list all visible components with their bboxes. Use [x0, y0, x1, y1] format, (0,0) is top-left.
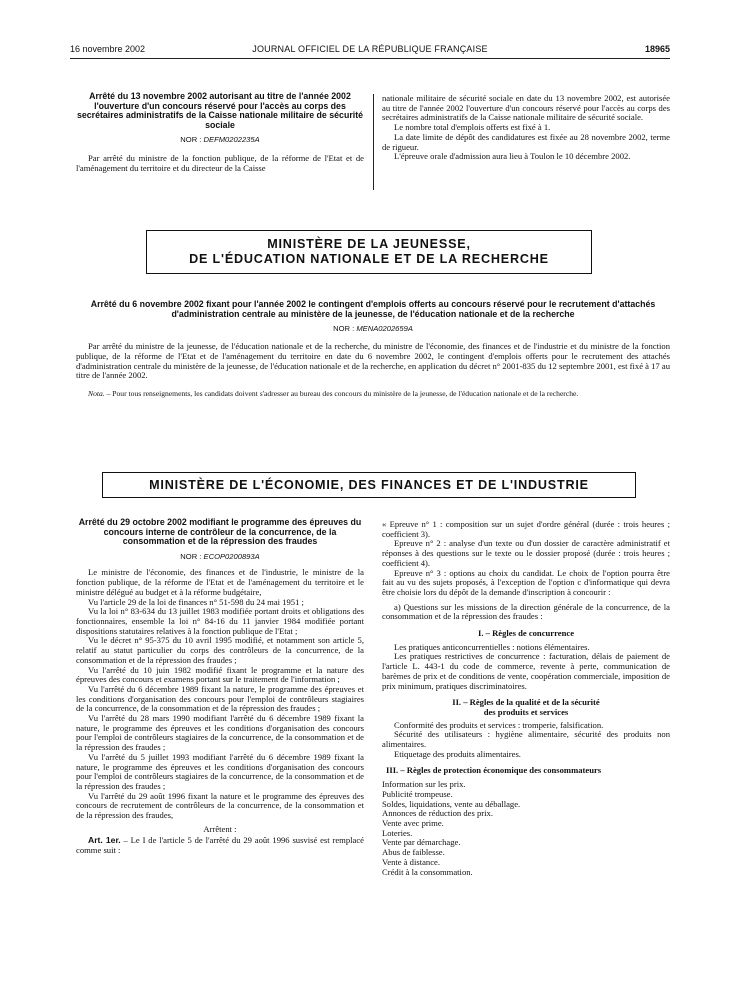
header-rule: [70, 58, 670, 59]
nor-code: MENA0202659A: [356, 324, 413, 334]
decree1-paragraph: La date limite de dépôt des candidatures est fixée au 28 novembre 2002, terme de rigueur.: [382, 131, 670, 152]
decree3-recital: Vu l'article 29 de la loi de finances n° 51-598 du 24 mai 1951 ;: [88, 596, 304, 607]
column-divider: [373, 94, 374, 190]
section-paragraph: Conformité des produits et services : tromperie, falsification.: [394, 719, 604, 730]
section-paragraph: Les pratiques restrictives de concurrence : facturation, délais de paiement de l'article L. 443-1 du code de commerce, revente à perte, communication de barèmes de prix et de conditions de vente, coopération commerciale, imposition de prix minimum, pratiques discriminatoires.: [382, 651, 670, 691]
list-item: Soldes, liquidations, vente au déballage.: [382, 798, 521, 809]
section-paragraph: Les pratiques anticoncurrentielles : notions élémentaires.: [394, 641, 590, 652]
section-paragraph: Etiquetage des produits alimentaires.: [394, 748, 521, 759]
nor-label: NOR :: [180, 135, 202, 145]
page-number: 18965: [644, 44, 670, 54]
ministry-box-education: [146, 230, 592, 274]
list-item: Vente avec prime.: [382, 817, 444, 828]
header-date: 16 novembre 2002: [70, 44, 146, 54]
list-item: Information sur les prix.: [382, 779, 466, 790]
decree2-nor: [76, 324, 670, 333]
decree3-recital: Vu le décret n° 95-375 du 10 avril 1995 modifié, et notamment son article 5, relatif au statut particulier du corps des contrôleurs de la concurrence, de la consommation et de la répression des fraudes ;: [76, 635, 364, 665]
decree1-title: Arrêté du 13 novembre 2002 autorisant au titre de l'année 2002 l'ouverture d'un concours réservé pour l'accès au corps des secrétaires administratifs de la Caisse nationale militaire de sécurité sociale: [76, 91, 364, 130]
section-title: I. – Règles de concurrence: [477, 628, 575, 639]
decree2-title: Arrêté du 6 novembre 2002 fixant pour l'année 2002 le contingent d'emplois offerts au concours réservé pour le recrutement d'attachés d'administration centrale au ministère de la jeunesse, de l'éducation nationale et de la recherche: [90, 299, 656, 319]
note-label: Nota.: [88, 389, 105, 398]
decree3-recital: Vu l'arrêté du 29 août 1996 fixant la nature et le programme des épreuves des concours de recrutement de contrôleurs de la concurrence, de la consommation et de la répression des fraudes,: [76, 790, 364, 821]
nor-code: ECOP0200893A: [203, 551, 260, 561]
list-item: Crédit à la consommation.: [382, 866, 473, 877]
arretent-line: Arrêtent :: [203, 823, 237, 834]
note-text: – Pour tous renseignements, les candidats doivent s'adresser au bureau des concours du ministère de la jeunesse, de l'éducation nationale et de la recherche.: [106, 389, 579, 398]
section-title-line: des produits et services: [483, 706, 569, 717]
decree3-left-column: [76, 518, 364, 856]
decree3-recital: Vu l'arrêté du 10 juin 1982 modifié fixant le programme et la nature des épreuves des concours et examens portant sur le traitement de l'information ;: [76, 664, 364, 685]
decree2-note: [76, 389, 670, 398]
list-item: Loteries.: [382, 827, 413, 838]
nor-label: NOR :: [333, 324, 355, 334]
decree3-paragraph: Epreuve n° 3 : options au choix du candidat. Le choix de l'option pourra être fait au vu des sujets proposés, à l'exception de l'option c d'informatique qui devra être choisie lors du dépôt de la demande d'inscription à concourir :: [382, 567, 670, 597]
decree3-paragraph: a) Questions sur les missions de la direction générale de la concurrence, de la consommation et de la répression des fraudes :: [382, 601, 670, 622]
ministry-line: MINISTÈRE DE L'ÉCONOMIE, DES FINANCES ET DE L'INDUSTRIE: [149, 478, 589, 492]
journal-title: JOURNAL OFFICIEL DE LA RÉPUBLIQUE FRANÇAISE: [252, 44, 488, 54]
decree1-left-text: Par arrêté du ministre de la fonction publique, de la réforme de l'Etat et de l'aménagement du territoire et du directeur de la Caisse: [76, 153, 364, 173]
ministry-line: MINISTÈRE DE LA JEUNESSE,: [267, 237, 471, 251]
decree3-right-column: [382, 520, 670, 877]
ministry-box-economy: [102, 472, 636, 498]
decree3-recital: Le ministre de l'économie, des finances et de l'industrie, le ministre de la fonction publique, de la réforme de l'Etat et de l'aménagement du territoire et le ministre délégué au budget et à la réforme budgétaire,: [76, 567, 364, 597]
decree1-left-column: [76, 92, 364, 173]
decree1-paragraph: Le nombre total d'emplois offerts est fixé à 1.: [394, 122, 551, 133]
decree3-paragraph: Epreuve n° 2 : analyse d'un texte ou d'un dossier de caractère administratif et réponses à des questions sur le texte ou le dossier proposé (durée : trois heures ; coefficient 4).: [382, 538, 670, 568]
decree1-nor: [76, 135, 364, 145]
decree3-title: Arrêté du 29 octobre 2002 modifiant le programme des épreuves du concours interne de contrôleur de la concurrence, de la consommation et de la répression des fraudes: [78, 517, 362, 547]
ministry-line: DE L'ÉDUCATION NATIONALE ET DE LA RECHERCHE: [189, 252, 549, 266]
decree3-nor: [76, 552, 364, 562]
section3-list: [382, 780, 670, 877]
decree1-right-column: [382, 94, 670, 162]
list-item: Vente à distance.: [382, 856, 440, 867]
decree3-paragraph: « Epreuve n° 1 : composition sur un sujet d'ordre général (durée : trois heures ; coefficient 3).: [382, 519, 670, 539]
section-title-line: II. – Règles de la qualité et de la sécurité: [452, 697, 600, 708]
section-title: III. – Règles de protection économique des consommateurs: [386, 765, 602, 776]
section-paragraph: Sécurité des utilisateurs : hygiène alimentaire, sécurité des produits non alimentaires.: [382, 729, 670, 750]
decree2: [76, 300, 670, 398]
nor-code: DEFM0202235A: [203, 135, 260, 145]
decree3-recital: Vu l'arrêté du 6 décembre 1989 fixant la nature, le programme des épreuves et les conditions d'organisation des concours pour l'emploi de contrôleurs stagiaires de la concurrence, de la consommation et de la répression des fraudes ;: [76, 683, 364, 714]
list-item: Abus de faiblesse.: [382, 847, 445, 858]
decree2-paragraph: Par arrêté du ministre de la jeunesse, de l'éducation nationale et de la recherche, du ministre de l'économie, des finances et de l'industrie et du ministre de la fonction publique, de la réforme de l'Etat et de l'aménagement du territoire en date du 6 novembre 2002, le contingent d'emplois offerts pour le recrutement des attachés d'administration centrale du ministère de la jeunesse, de l'éducation nationale et de la recherche, en application du décret n° 2001-835 du 12 septembre 2001, est fixé à 17 au titre de l'année 2002.: [76, 341, 670, 381]
decree1-paragraph: L'épreuve orale d'admission aura lieu à Toulon le 10 décembre 2002.: [394, 151, 631, 162]
decree2-body: [76, 342, 670, 398]
decree1-paragraph: nationale militaire de sécurité sociale en date du 13 novembre 2002, est autorisée au titre de l'année 2002 l'ouverture d'un concours réservé pour l'accès au corps des secrétaires administratifs de la Caisse nationale militaire de sécurité sociale.: [382, 93, 670, 123]
article-1: [76, 836, 364, 855]
article-text: – Le I de l'article 5 de l'arrêté du 29 août 1996 susvisé est remplacé comme suit :: [76, 835, 364, 856]
decree3-recital: Vu la loi n° 83-634 du 13 juillet 1983 modifiée portant droits et obligations des fonctionnaires, ensemble la loi n° 84-16 du 11 janvier 1984 modifiée portant dispositions statutaires relatives à la fonction publique de l'Etat ;: [76, 606, 364, 636]
article-label: Art. 1er.: [88, 835, 121, 846]
decree3-recital: Vu l'arrêté du 5 juillet 1993 modifiant l'arrêté du 6 décembre 1989 fixant la nature, le programme des épreuves et les conditions d'organisation des concours pour l'emploi de contrôleurs stagiaires de la concurrence, de la consommation et de la répression des fraudes ;: [76, 751, 364, 791]
list-item: Vente par démarchage.: [382, 837, 461, 848]
list-item: Publicité trompeuse.: [382, 788, 453, 799]
list-item: Annonces de réduction des prix.: [382, 808, 493, 819]
section-title: [382, 698, 670, 717]
nor-label: NOR :: [180, 551, 202, 561]
decree3-recital: Vu l'arrêté du 28 mars 1990 modifiant l'arrêté du 6 décembre 1989 fixant la nature, le programme des épreuves et les conditions d'organisation des concours pour l'emploi de contrôleurs stagiaires de la concurrence, de la consommation et de la répression des fraudes ;: [76, 713, 364, 753]
